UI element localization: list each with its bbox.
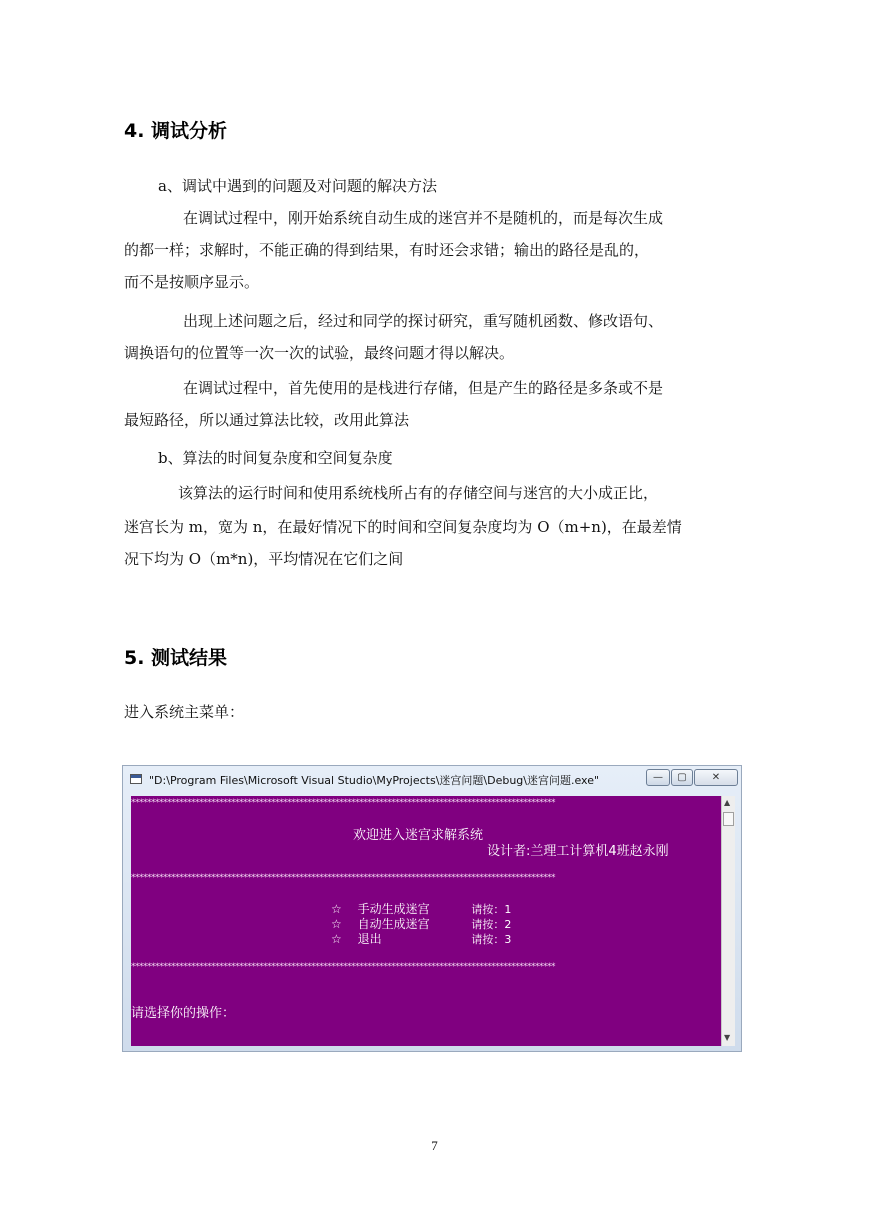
menu-key: 请按：2	[471, 918, 512, 931]
prompt-text: 请选择你的操作：	[131, 1006, 236, 1021]
welcome-text: 欢迎进入迷宫求解系统	[353, 828, 484, 843]
subheading-complexity: b、算法的时间复杂度和空间复杂度	[158, 449, 393, 467]
star-icon: ☆	[331, 932, 342, 946]
window-title: "D:\Program Files\Microsoft Visual Studio\MyProjects\迷宫问题\Debug\迷宫问题.exe"	[149, 774, 600, 787]
menu-key: 请按：3	[471, 933, 512, 946]
console-app-icon	[130, 774, 142, 784]
paragraph-line: 调换语句的位置等一次一次的试验，最终问题才得以解决。	[124, 344, 515, 362]
subheading-problems: a、调试中遇到的问题及对问题的解决方法	[158, 177, 437, 195]
star-icon: ☆	[331, 902, 342, 916]
paragraph-line: 在调试过程中，刚开始系统自动生成的迷宫并不是随机的，而是每次生成	[183, 209, 664, 227]
menu-key: 请按：1	[471, 903, 512, 916]
scroll-up-icon[interactable]: ▲	[724, 798, 731, 807]
intro-text: 进入系统主菜单：	[124, 703, 245, 721]
star-icon: ☆	[331, 917, 342, 931]
minimize-button[interactable]: —	[646, 769, 670, 786]
menu-label: 退出	[357, 932, 382, 946]
star-divider: **********************************************************************************************************	[131, 873, 555, 883]
paragraph-line: 最短路径，所以通过算法比较，改用此算法	[124, 411, 410, 429]
vertical-scrollbar[interactable]	[721, 796, 735, 1046]
paragraph-line: 迷宫长为 m，宽为 n，在最好情况下的时间和空间复杂度均为 O（m+n)，在最差情	[124, 518, 682, 536]
close-button[interactable]: ✕	[694, 769, 738, 786]
scroll-down-icon[interactable]: ▼	[724, 1033, 731, 1042]
menu-item	[331, 930, 511, 947]
menu-label: 自动生成迷宫	[357, 917, 430, 931]
paragraph-line: 在调试过程中，首先使用的是栈进行存储，但是产生的路径是多条或不是	[183, 379, 664, 397]
window-titlebar[interactable]	[123, 766, 741, 794]
paragraph-line: 该算法的运行时间和使用系统栈所占有的存储空间与迷宫的大小成正比，	[178, 484, 659, 502]
paragraph-line: 况下均为 O（m*n)，平均情况在它们之间	[124, 550, 404, 568]
paragraph-line: 出现上述问题之后，经过和同学的探讨研究，重写随机函数、修改语句、	[183, 312, 664, 330]
paragraph-line: 的都一样；求解时，不能正确的得到结果，有时还会求错；输出的路径是乱的，	[124, 241, 650, 259]
section-heading-test-results: 5. 测试结果	[124, 647, 228, 669]
console-window[interactable]	[122, 765, 742, 1052]
console-output[interactable]	[131, 796, 721, 1046]
page-number: 7	[431, 1138, 438, 1153]
restore-button[interactable]: ▢	[671, 769, 693, 786]
paragraph-line: 而不是按顺序显示。	[124, 273, 260, 291]
designer-text: 设计者:兰理工计算机4班赵永刚	[487, 844, 669, 859]
star-divider: **********************************************************************************************************	[131, 962, 555, 972]
star-divider: **********************************************************************************************************	[131, 798, 555, 808]
scroll-thumb[interactable]	[723, 812, 734, 826]
menu-label: 手动生成迷宫	[357, 902, 430, 916]
section-heading-debug-analysis: 4. 调试分析	[124, 120, 228, 142]
